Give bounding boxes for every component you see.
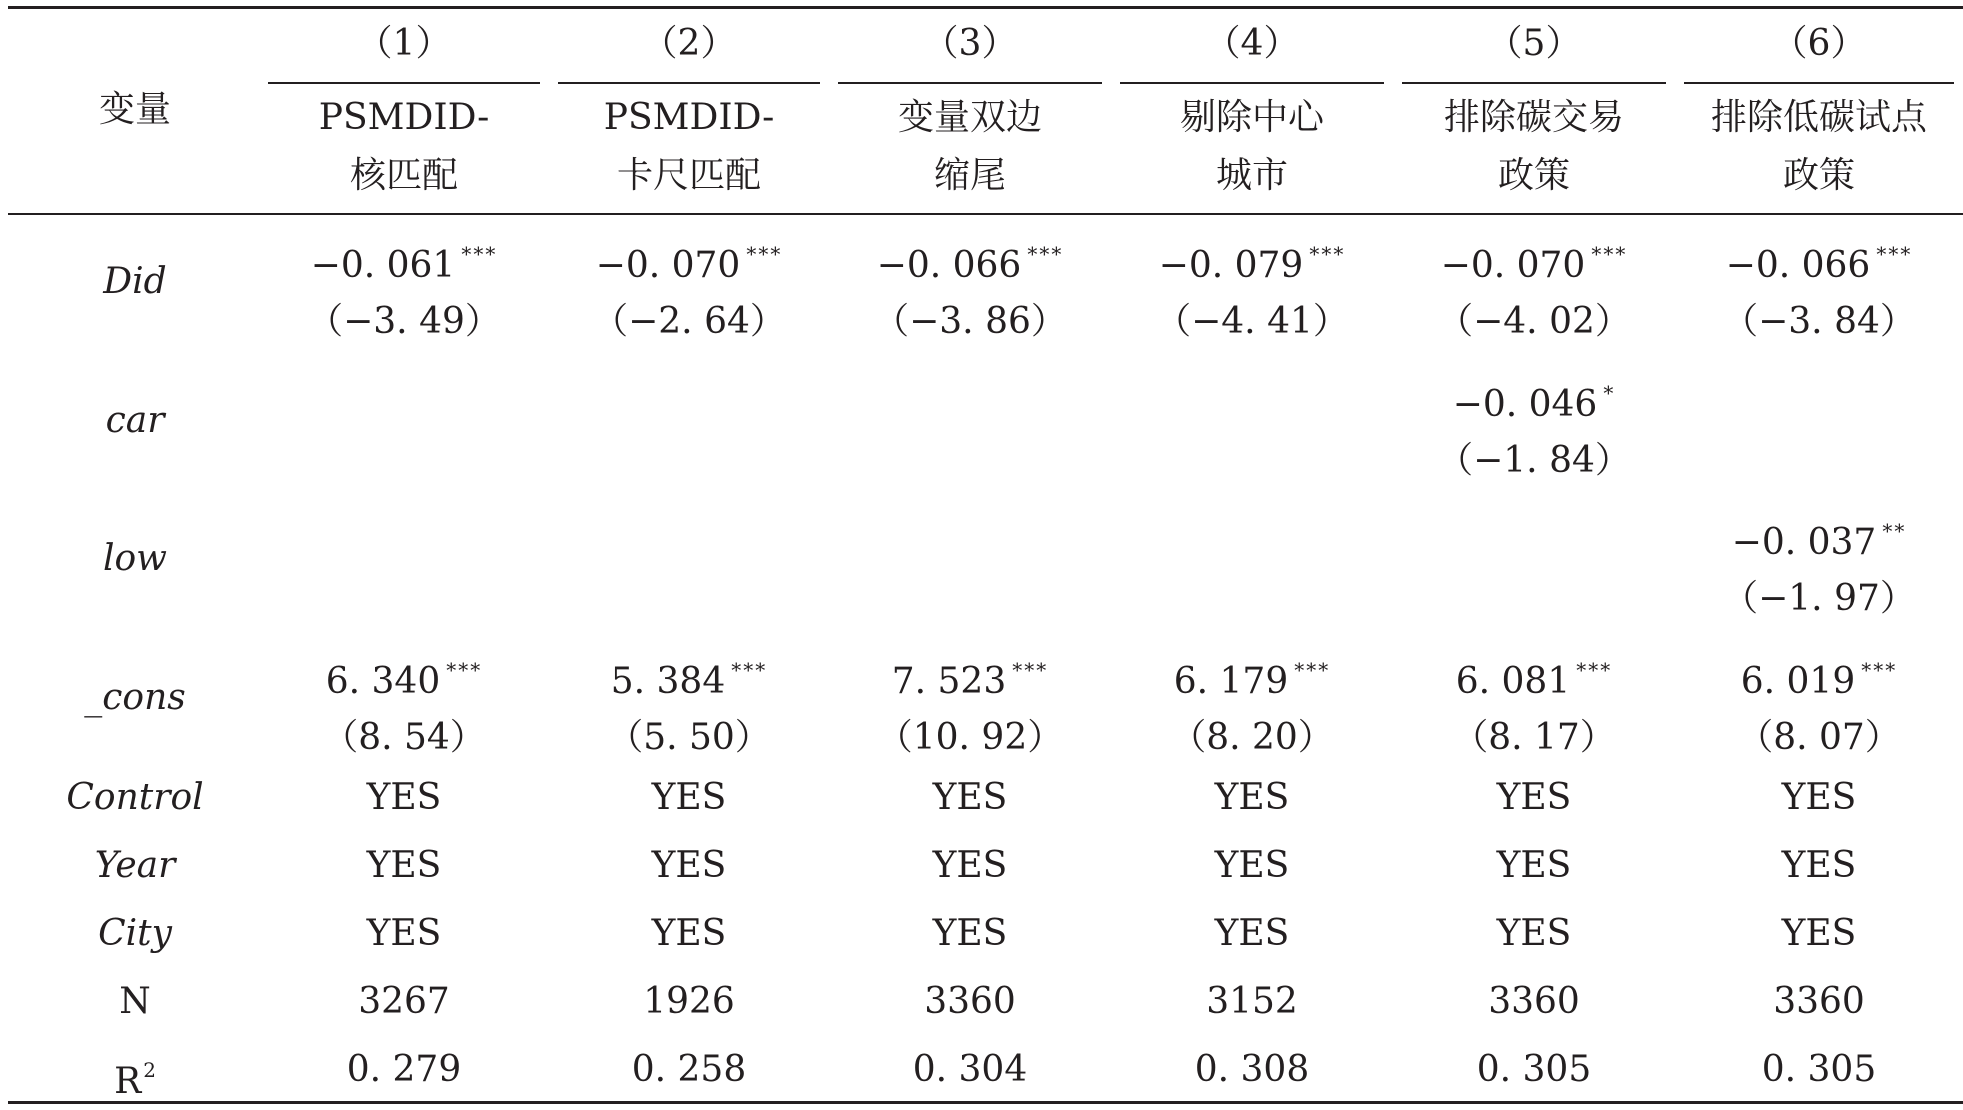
control-cell-2: YES bbox=[651, 777, 727, 818]
did-cell-6 bbox=[1684, 226, 1954, 350]
coefficient bbox=[1684, 226, 1954, 294]
coefficient-value: 6. 179 bbox=[1173, 661, 1289, 702]
car-cell-5 bbox=[1402, 365, 1666, 489]
coefficient bbox=[1402, 642, 1666, 710]
cons-cell-4 bbox=[1120, 642, 1384, 766]
coefficient-value: −0. 066 bbox=[1725, 245, 1871, 286]
coefficient-value: 5. 384 bbox=[610, 661, 726, 702]
coefficient-value: 7. 523 bbox=[891, 661, 1007, 702]
significance-stars: *** bbox=[1309, 242, 1346, 266]
coefficient bbox=[1402, 365, 1666, 433]
significance-stars: *** bbox=[461, 242, 498, 266]
r2-cell-3: 0. 304 bbox=[912, 1049, 1028, 1090]
cons-cell-1 bbox=[268, 642, 540, 766]
col-2-number: （2） bbox=[641, 23, 737, 64]
significance-stars: *** bbox=[1876, 242, 1913, 266]
col-6-title-line1: 排除低碳试点 bbox=[1710, 97, 1927, 138]
row-label-low: low bbox=[102, 538, 167, 579]
coefficient bbox=[1684, 642, 1954, 710]
control-cell-4: YES bbox=[1214, 777, 1290, 818]
col-1-underline bbox=[268, 82, 540, 84]
city-cell-6: YES bbox=[1781, 913, 1857, 954]
r2-label-base: R bbox=[114, 1061, 142, 1102]
top-rule bbox=[8, 6, 1963, 9]
col-3-title-line2: 缩尾 bbox=[933, 155, 1006, 196]
t-statistic: （5. 50） bbox=[607, 717, 771, 758]
did-cell-2 bbox=[558, 226, 820, 350]
significance-stars: *** bbox=[746, 242, 783, 266]
col-1-title-line1: PSMDID- bbox=[318, 97, 490, 138]
coefficient-value: −0. 046 bbox=[1452, 384, 1598, 425]
col-3-number: （3） bbox=[922, 23, 1018, 64]
n-cell-3: 3360 bbox=[924, 981, 1016, 1022]
control-cell-6: YES bbox=[1781, 777, 1857, 818]
r2-cell-6: 0. 305 bbox=[1761, 1049, 1877, 1090]
control-cell-1: YES bbox=[366, 777, 442, 818]
significance-stars: *** bbox=[731, 658, 768, 682]
col-6-number: （6） bbox=[1771, 23, 1867, 64]
coefficient bbox=[558, 226, 820, 294]
r2-label-superscript: 2 bbox=[143, 1058, 156, 1082]
coefficient-value: −0. 079 bbox=[1158, 245, 1304, 286]
row-label-car: car bbox=[105, 400, 165, 441]
significance-stars: * bbox=[1603, 381, 1616, 405]
coefficient bbox=[838, 642, 1102, 710]
coefficient bbox=[1684, 503, 1954, 571]
col-6-underline bbox=[1684, 82, 1954, 84]
col-5-underline bbox=[1402, 82, 1666, 84]
t-statistic: （−3. 84） bbox=[1722, 301, 1916, 342]
col-2-title-line1: PSMDID- bbox=[603, 97, 775, 138]
n-cell-6: 3360 bbox=[1773, 981, 1865, 1022]
year-cell-4: YES bbox=[1214, 845, 1290, 886]
significance-stars: *** bbox=[1012, 658, 1049, 682]
did-cell-1 bbox=[268, 226, 540, 350]
r2-cell-2: 0. 258 bbox=[631, 1049, 747, 1090]
col-2-title-line2: 卡尺匹配 bbox=[616, 155, 761, 196]
city-cell-2: YES bbox=[651, 913, 727, 954]
t-statistic: （10. 92） bbox=[876, 717, 1064, 758]
col-1-title-line2: 核匹配 bbox=[349, 155, 458, 196]
r2-cell-5: 0. 305 bbox=[1476, 1049, 1592, 1090]
col-3-underline bbox=[838, 82, 1102, 84]
city-cell-5: YES bbox=[1496, 913, 1572, 954]
t-statistic: （8. 07） bbox=[1737, 717, 1901, 758]
row-label-r2 bbox=[60, 1042, 210, 1110]
row-label-n: N bbox=[119, 981, 151, 1022]
row-label-did: Did bbox=[103, 261, 167, 302]
t-statistic: （−1. 84） bbox=[1437, 440, 1631, 481]
control-cell-5: YES bbox=[1496, 777, 1572, 818]
significance-stars: *** bbox=[446, 658, 483, 682]
significance-stars: *** bbox=[1294, 658, 1331, 682]
control-cell-3: YES bbox=[932, 777, 1008, 818]
t-statistic: （−1. 97） bbox=[1722, 578, 1916, 619]
city-cell-4: YES bbox=[1214, 913, 1290, 954]
t-statistic: （8. 54） bbox=[322, 717, 486, 758]
significance-stars: ** bbox=[1882, 519, 1907, 543]
n-cell-4: 3152 bbox=[1206, 981, 1298, 1022]
coefficient-value: 6. 081 bbox=[1455, 661, 1571, 702]
year-cell-1: YES bbox=[366, 845, 442, 886]
coefficient bbox=[1402, 226, 1666, 294]
t-statistic: （−3. 86） bbox=[873, 301, 1067, 342]
coefficient-value: −0. 070 bbox=[595, 245, 741, 286]
year-cell-5: YES bbox=[1496, 845, 1572, 886]
year-cell-6: YES bbox=[1781, 845, 1857, 886]
significance-stars: *** bbox=[1027, 242, 1064, 266]
col-2-underline bbox=[558, 82, 820, 84]
col-4-underline bbox=[1120, 82, 1384, 84]
r2-cell-1: 0. 279 bbox=[346, 1049, 462, 1090]
n-cell-1: 3267 bbox=[358, 981, 450, 1022]
col-6-title-line2: 政策 bbox=[1782, 155, 1855, 196]
low-cell-6 bbox=[1684, 503, 1954, 627]
t-statistic: （8. 20） bbox=[1170, 717, 1334, 758]
header-variable-label: 变量 bbox=[98, 89, 171, 130]
significance-stars: *** bbox=[1861, 658, 1898, 682]
col-4-title-line2: 城市 bbox=[1215, 155, 1288, 196]
row-label-year: Year bbox=[94, 845, 176, 886]
significance-stars: *** bbox=[1576, 658, 1613, 682]
cons-cell-2 bbox=[558, 642, 820, 766]
coefficient-value: −0. 066 bbox=[876, 245, 1022, 286]
col-1-number: （1） bbox=[356, 23, 452, 64]
coefficient-value: −0. 037 bbox=[1731, 522, 1877, 563]
n-cell-5: 3360 bbox=[1488, 981, 1580, 1022]
t-statistic: （−2. 64） bbox=[592, 301, 786, 342]
row-label-control: Control bbox=[66, 777, 204, 818]
col-5-title-line2: 政策 bbox=[1497, 155, 1570, 196]
did-cell-3 bbox=[838, 226, 1102, 350]
row-label-cons: _cons bbox=[84, 677, 186, 718]
header-bottom-rule bbox=[8, 213, 1963, 215]
coefficient-value: −0. 070 bbox=[1440, 245, 1586, 286]
year-cell-2: YES bbox=[651, 845, 727, 886]
cons-cell-3 bbox=[838, 642, 1102, 766]
cons-cell-6 bbox=[1684, 642, 1954, 766]
bottom-rule bbox=[8, 1101, 1963, 1104]
city-cell-1: YES bbox=[366, 913, 442, 954]
t-statistic: （8. 17） bbox=[1452, 717, 1616, 758]
r2-cell-4: 0. 308 bbox=[1194, 1049, 1310, 1090]
coefficient bbox=[268, 226, 540, 294]
significance-stars: *** bbox=[1591, 242, 1628, 266]
col-5-number: （5） bbox=[1486, 23, 1582, 64]
did-cell-5 bbox=[1402, 226, 1666, 350]
coefficient-value: 6. 340 bbox=[325, 661, 441, 702]
n-cell-2: 1926 bbox=[643, 981, 735, 1022]
coefficient bbox=[268, 642, 540, 710]
t-statistic: （−3. 49） bbox=[307, 301, 501, 342]
coefficient bbox=[1120, 226, 1384, 294]
did-cell-4 bbox=[1120, 226, 1384, 350]
t-statistic: （−4. 02） bbox=[1437, 301, 1631, 342]
t-statistic: （−4. 41） bbox=[1155, 301, 1349, 342]
coefficient bbox=[1120, 642, 1384, 710]
year-cell-3: YES bbox=[932, 845, 1008, 886]
col-5-title-line1: 排除碳交易 bbox=[1443, 97, 1624, 138]
col-4-number: （4） bbox=[1204, 23, 1300, 64]
coefficient bbox=[838, 226, 1102, 294]
coefficient-value: 6. 019 bbox=[1740, 661, 1856, 702]
cons-cell-5 bbox=[1402, 642, 1666, 766]
row-label-city: City bbox=[98, 913, 172, 954]
coefficient-value: −0. 061 bbox=[310, 245, 456, 286]
city-cell-3: YES bbox=[932, 913, 1008, 954]
col-3-title-line1: 变量双边 bbox=[897, 97, 1042, 138]
coefficient bbox=[558, 642, 820, 710]
col-4-title-line1: 剔除中心 bbox=[1179, 97, 1324, 138]
